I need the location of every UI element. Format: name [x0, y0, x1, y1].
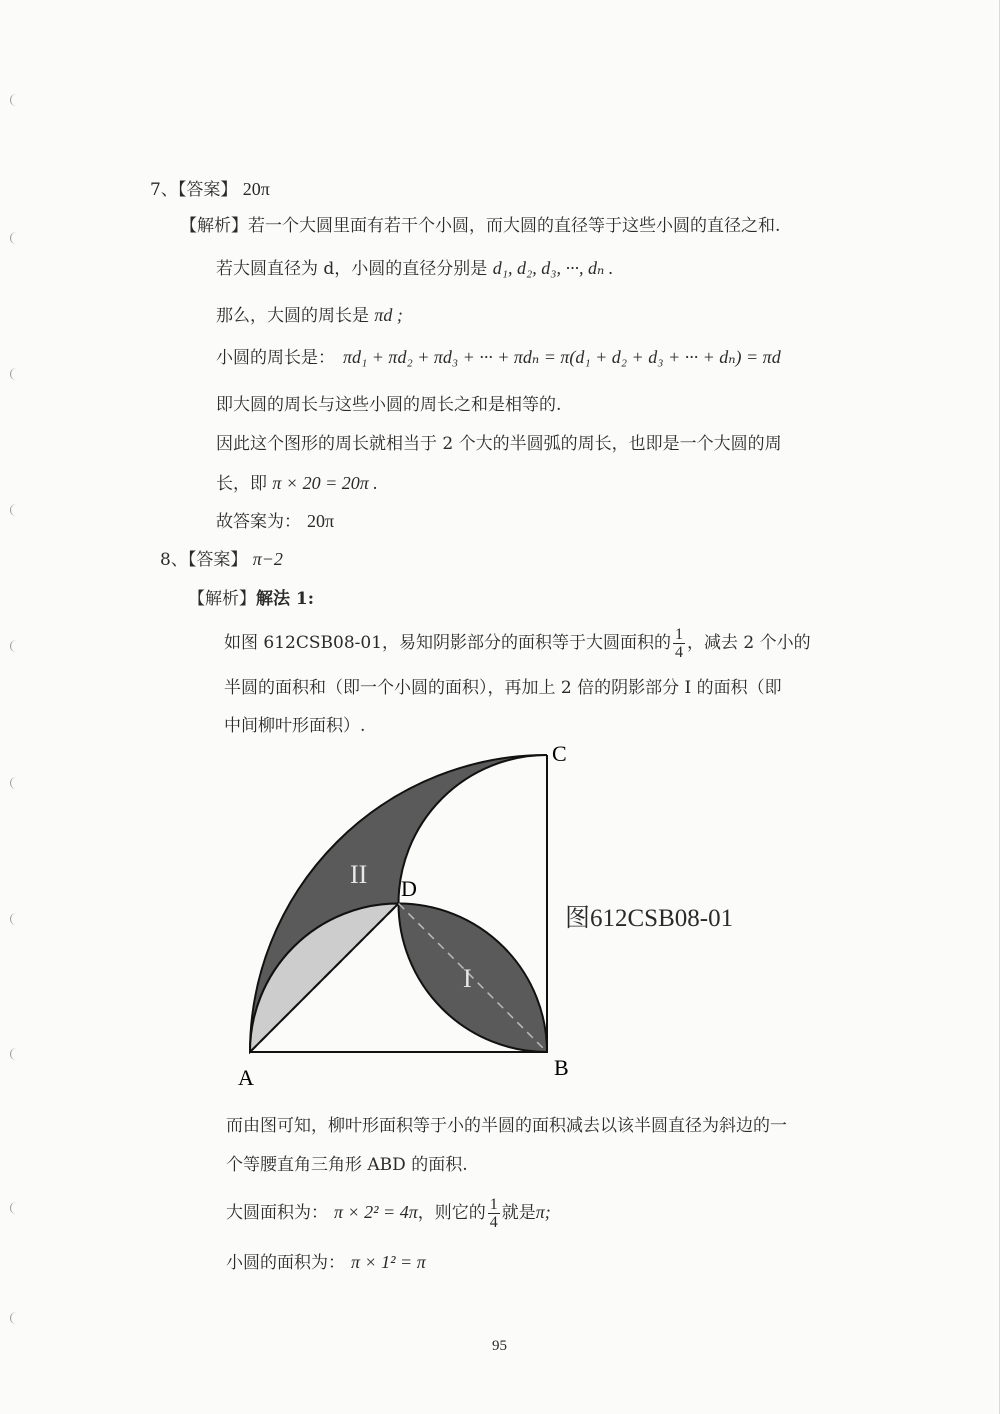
label-II: II: [350, 860, 368, 889]
question-number: 7、: [150, 180, 178, 200]
binder-hole: [10, 913, 18, 925]
analysis-text: 那么，大圆的周长是: [216, 306, 375, 326]
binder-hole: [10, 94, 18, 106]
binder-hole: [10, 640, 18, 652]
analysis-text: 长，即: [216, 474, 273, 494]
q7-analysis-line2: [216, 256, 613, 281]
math-expression: π × 1² = π: [351, 1252, 426, 1272]
q7-analysis-line1: [180, 214, 780, 238]
label-D: D: [401, 876, 417, 901]
answer-value: π−2: [252, 549, 283, 569]
q7-analysis-line6: [216, 432, 782, 456]
binder-hole: [10, 1312, 18, 1324]
analysis-text: 中间柳叶形面积）.: [224, 716, 366, 736]
binder-hole: [10, 232, 18, 244]
q8-analysis-heading: [188, 587, 314, 611]
analysis-tag: 【解析】: [188, 589, 256, 609]
label-I: I: [463, 964, 472, 993]
q8-paragraph-line1: [224, 626, 811, 661]
q8-answer-line: [160, 547, 283, 572]
answer-tag: 【答案】: [187, 550, 248, 570]
label-B: B: [554, 1055, 569, 1080]
math-expression: π × 20 = 20π .: [272, 473, 378, 493]
analysis-text: 半圆的面积和（即一个小圆的面积），再加上 2 倍的阴影部分 I 的面积（即: [224, 678, 782, 698]
math-expression: 20π: [307, 511, 335, 531]
label-C: C: [552, 741, 567, 766]
q7-analysis-line5: [216, 393, 561, 417]
analysis-text: 如图 612CSB08-01，易知阴影部分的面积等于大圆面积的: [224, 633, 672, 653]
method-title: 解法 1:: [256, 589, 315, 609]
label-A: A: [238, 1065, 254, 1090]
analysis-text: ，则它的: [417, 1203, 486, 1223]
figure-caption: 图612CSB08-01: [565, 905, 734, 932]
q7-final-answer: [216, 509, 334, 534]
q8-paragraph-line7: [226, 1250, 426, 1275]
math-expression: d₁, d₂, d₃, ···, dₙ .: [492, 258, 614, 278]
fraction-one-quarter: $\frac{1}{4}$: [489, 1196, 498, 1231]
q8-paragraph-line6: [226, 1196, 551, 1231]
answer-tag: 【答案】: [177, 180, 238, 200]
binder-hole: [10, 504, 18, 516]
binder-hole: [10, 777, 18, 789]
binder-hole: [10, 1048, 18, 1060]
analysis-text: 小圆的周长是：: [216, 348, 335, 368]
math-expression: πd ;: [374, 305, 403, 325]
analysis-text: 因此这个图形的周长就相当于 2 个大的半圆弧的周长，也即是一个大圆的周: [216, 434, 782, 454]
analysis-text: 个等腰直角三角形 ABD 的面积.: [226, 1155, 468, 1175]
analysis-text: 就是: [501, 1203, 536, 1223]
math-expression: π;: [535, 1202, 551, 1222]
binder-hole: [10, 1202, 18, 1214]
q7-answer-line: [150, 177, 270, 202]
math-expression: π × 2² = 4π: [334, 1202, 418, 1222]
math-expression: πd₁ + πd₂ + πd₃ + ··· + πdₙ = π(d₁ + d₂ + d₃ + ··· + dₙ) = πd: [343, 347, 781, 367]
analysis-text: 即大圆的周长与这些小圆的周长之和是相等的.: [216, 395, 562, 415]
answer-value: 20π: [242, 179, 270, 199]
q8-paragraph-line5: [226, 1153, 468, 1177]
analysis-tag: 【解析】: [180, 216, 248, 236]
analysis-text: 而由图可知，柳叶形面积等于小的半圆的面积减去以该半圆直径为斜边的一: [226, 1116, 787, 1136]
analysis-text: 故答案为：: [216, 512, 301, 532]
q7-analysis-line7: [216, 471, 378, 496]
analysis-text: 若大圆直径为 d，小圆的直径分别是: [216, 259, 493, 279]
question-number: 8、: [160, 550, 188, 570]
q8-paragraph-line4: [226, 1114, 787, 1138]
analysis-text: 若一个大圆里面有若干个小圆，而大圆的直径等于这些小圆的直径之和.: [248, 216, 781, 236]
analysis-text: 小圆的面积为：: [226, 1253, 345, 1273]
fraction-one-quarter: $\frac{1}{4}$: [675, 626, 684, 661]
analysis-text: 大圆面积为：: [226, 1203, 328, 1223]
binder-hole: [10, 368, 18, 380]
q8-paragraph-line2: [224, 676, 782, 700]
q7-analysis-line4: [216, 345, 781, 370]
page-number: 95: [492, 1338, 507, 1354]
analysis-text: ，减去 2 个小的: [687, 633, 811, 653]
q7-analysis-line3: [216, 303, 403, 328]
geometry-figure: [240, 735, 580, 1089]
